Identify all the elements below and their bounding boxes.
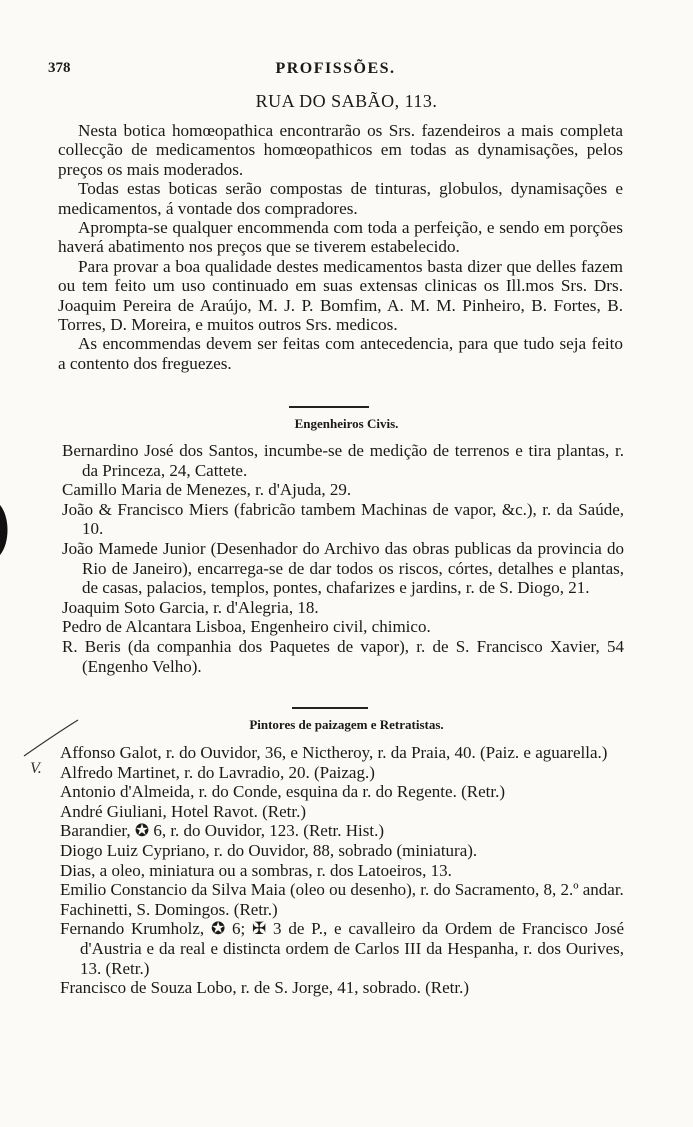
running-header bbox=[48, 60, 623, 82]
section-heading-engenheiros: Engenheiros Civis. bbox=[294, 416, 399, 431]
margin-note: V. bbox=[30, 760, 42, 777]
intro-paragraph: Aprompta-se qualquer encommenda com toda a perfeição, e sendo em porções haverá abatimento nos preços que se tiverem estabelecido. bbox=[58, 218, 623, 257]
intro-paragraph: Para provar a boa qualidade destes medicamentos basta dizer que delles fazem ou tem feito um uso continuado em suas extensas clinicas os Ill.mos Srs. Drs. Joaquim Pereira de Araújo, M. J. P. Bomfim, A. M. M. Pinheiro, B. Fortes, B. Torres, D. Moreira, e muitos outros Srs. medicos. bbox=[58, 256, 623, 335]
engenheiros-list bbox=[62, 441, 624, 676]
page-number: 378 bbox=[48, 60, 71, 76]
list-item: Pedro de Alcantara Lisboa, Engenheiro civil, chimico. bbox=[62, 617, 431, 637]
list-item: Emilio Constancio da Silva Maia (oleo ou desenho), r. do Sacramento, 8, 2.º andar. bbox=[60, 880, 624, 900]
list-item: Bernardino José dos Santos, incumbe-se de medição de terrenos e tira plantas, r. da Princeza, 24, Cattete. bbox=[62, 441, 624, 480]
list-item: André Giuliani, Hotel Ravot. (Retr.) bbox=[60, 801, 306, 821]
list-item: Alfredo Martinet, r. do Lavradio, 20. (Paizag.) bbox=[60, 762, 375, 782]
street-heading: RUA DO SABÃO, 113. bbox=[255, 91, 438, 111]
list-item: Diogo Luiz Cypriano, r. do Ouvidor, 88, sobrado (miniatura). bbox=[60, 840, 478, 860]
section-divider bbox=[292, 707, 368, 709]
binding-shadow bbox=[0, 505, 12, 555]
intro-paragraph: Nesta botica homœopathica encontrarão os Srs. fazendeiros a mais completa collecção de medicamentos homœopathicos em todas as dynamisações, pelos preços os mais moderados. bbox=[58, 121, 623, 179]
intro-text bbox=[58, 121, 623, 373]
list-item: Antonio d'Almeida, r. do Conde, esquina da r. do Regente. (Retr.) bbox=[60, 782, 505, 802]
section-divider bbox=[289, 406, 369, 408]
list-item: João & Francisco Miers (fabricão tambem Machinas de vapor, &c.), r. da Saúde, 10. bbox=[62, 499, 624, 539]
list-item: Fernando Krumholz, ✪ 6; ✠ 3 de P., e cavalleiro da Ordem de Francisco José d'Austria e da real e distincta ordem de Carlos III da Hespanha, r. dos Ourives, 13. (Retr.) bbox=[60, 919, 624, 978]
list-item: João Mamede Junior (Desenhador do Archivo das obras publicas da provincia do Rio de Janeiro), encarrega-se de dar todos os riscos, córtes, detalhes e plantas, de casas, palacios, templos, pontes, chafarizes e jardins, r. de S. Diogo, 21. bbox=[62, 538, 624, 598]
list-item: Camillo Maria de Menezes, r. d'Ajuda, 29. bbox=[62, 480, 352, 500]
list-item: Dias, a oleo, miniatura ou a sombras, r. dos Latoeiros, 13. bbox=[60, 860, 452, 880]
list-item: Francisco de Souza Lobo, r. de S. Jorge, 41, sobrado. (Retr.) bbox=[60, 978, 470, 998]
list-item: Affonso Galot, r. do Ouvidor, 36, e Nictheroy, r. da Praia, 40. (Paiz. e aguarella.) bbox=[60, 743, 608, 762]
list-item: Fachinetti, S. Domingos. (Retr.) bbox=[60, 899, 278, 919]
intro-paragraph: As encommendas devem ser feitas com antecedencia, para que tudo seja feito a contento dos freguezes. bbox=[58, 334, 623, 373]
pintores-list bbox=[60, 743, 624, 998]
list-item: Joaquim Soto Garcia, r. d'Alegria, 18. bbox=[62, 597, 319, 617]
list-item: R. Beris (da companhia dos Paquetes de vapor), r. de S. Francisco Xavier, 54 (Engenho Velho). bbox=[62, 636, 624, 676]
page-title: PROFISSÕES. bbox=[275, 60, 396, 77]
list-item: Barandier, ✪ 6, r. do Ouvidor, 123. (Retr. Hist.) bbox=[60, 821, 385, 841]
section-heading-pintores: Pintores de paizagem e Retratistas. bbox=[249, 717, 444, 732]
intro-paragraph: Todas estas boticas serão compostas de tinturas, globulos, dynamisações e medicamentos, á vontade dos compradores. bbox=[58, 179, 623, 218]
